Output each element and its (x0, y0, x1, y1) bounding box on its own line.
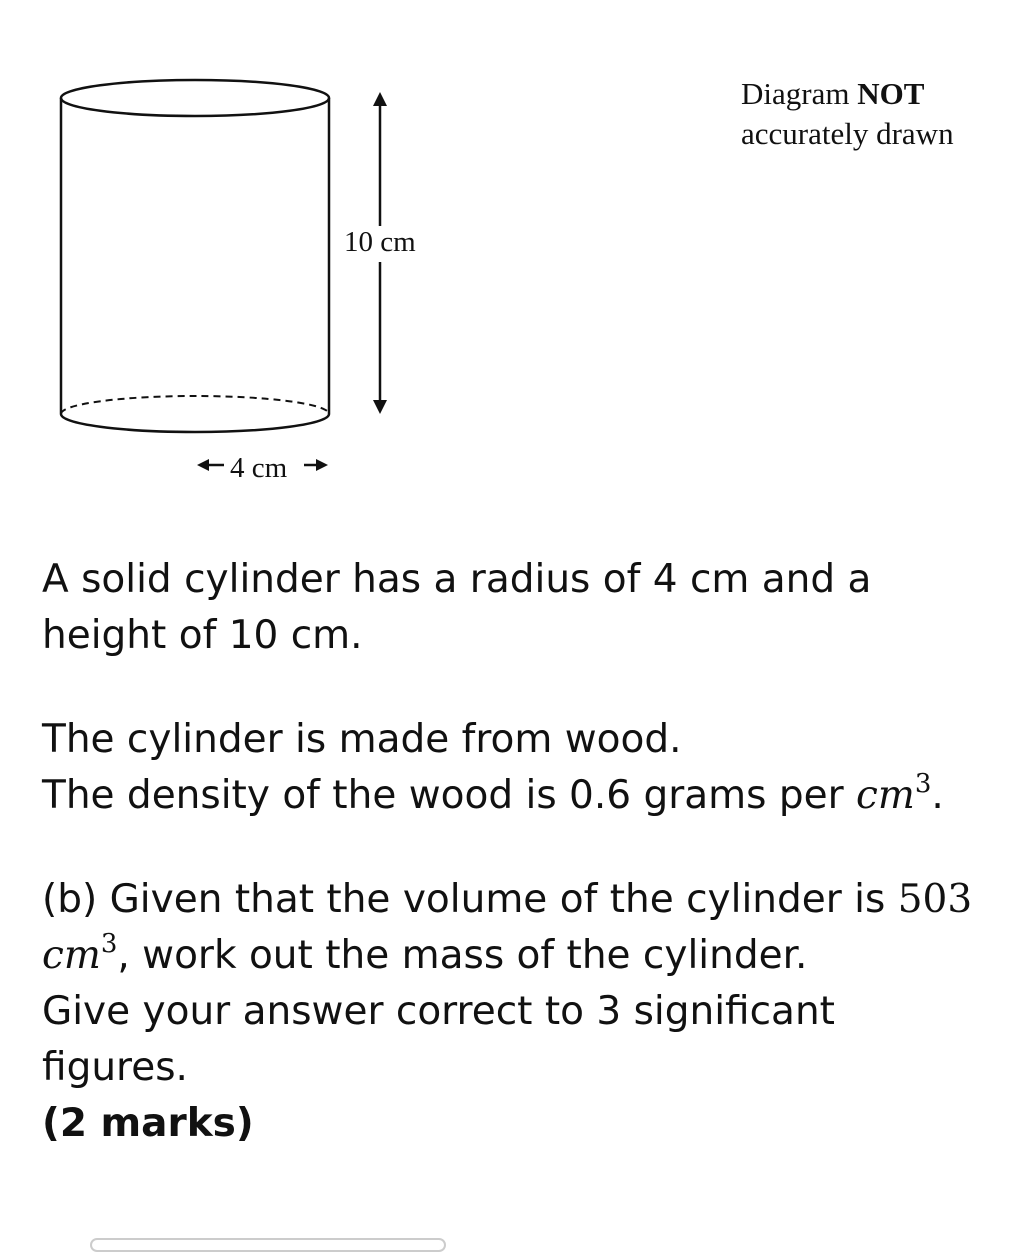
radius-label: 4 cm (230, 452, 288, 484)
volume-unit: $cm^3$ (42, 929, 118, 978)
cylinder-top (61, 80, 329, 116)
question-wood-line: The cylinder is made from wood. (42, 717, 682, 762)
part-b-end: , work out the mass of the cylinder. (117, 933, 808, 978)
answer-input[interactable] (90, 1238, 446, 1252)
note-bold: NOT (857, 76, 925, 111)
question-text (42, 552, 992, 1152)
density-unit: $cm^3$ (856, 769, 932, 818)
question-intro: A solid cylinder has a radius of 4 cm and a height of 10 cm. (42, 557, 872, 658)
question-instruction: Give your answer correct to 3 significant figures. (42, 989, 835, 1090)
question-density-line (42, 768, 992, 824)
cylinder-diagram (0, 0, 1016, 520)
height-label: 10 cm (344, 226, 416, 258)
cylinder-bottom-front (61, 414, 329, 432)
question-part-b (42, 872, 992, 984)
diagram-note (741, 74, 954, 154)
note-prefix: Diagram (741, 76, 858, 111)
density-text: The density of the wood is 0.6 grams per (42, 773, 857, 818)
part-b-start: (b) Given that the volume of the cylinder is (42, 877, 898, 922)
note-line2: accurately drawn (741, 116, 954, 151)
density-end: . (931, 773, 944, 818)
volume-value: 503 (897, 877, 973, 922)
cylinder-bottom-hidden (61, 396, 329, 414)
marks-label: (2 marks) (42, 1101, 254, 1146)
